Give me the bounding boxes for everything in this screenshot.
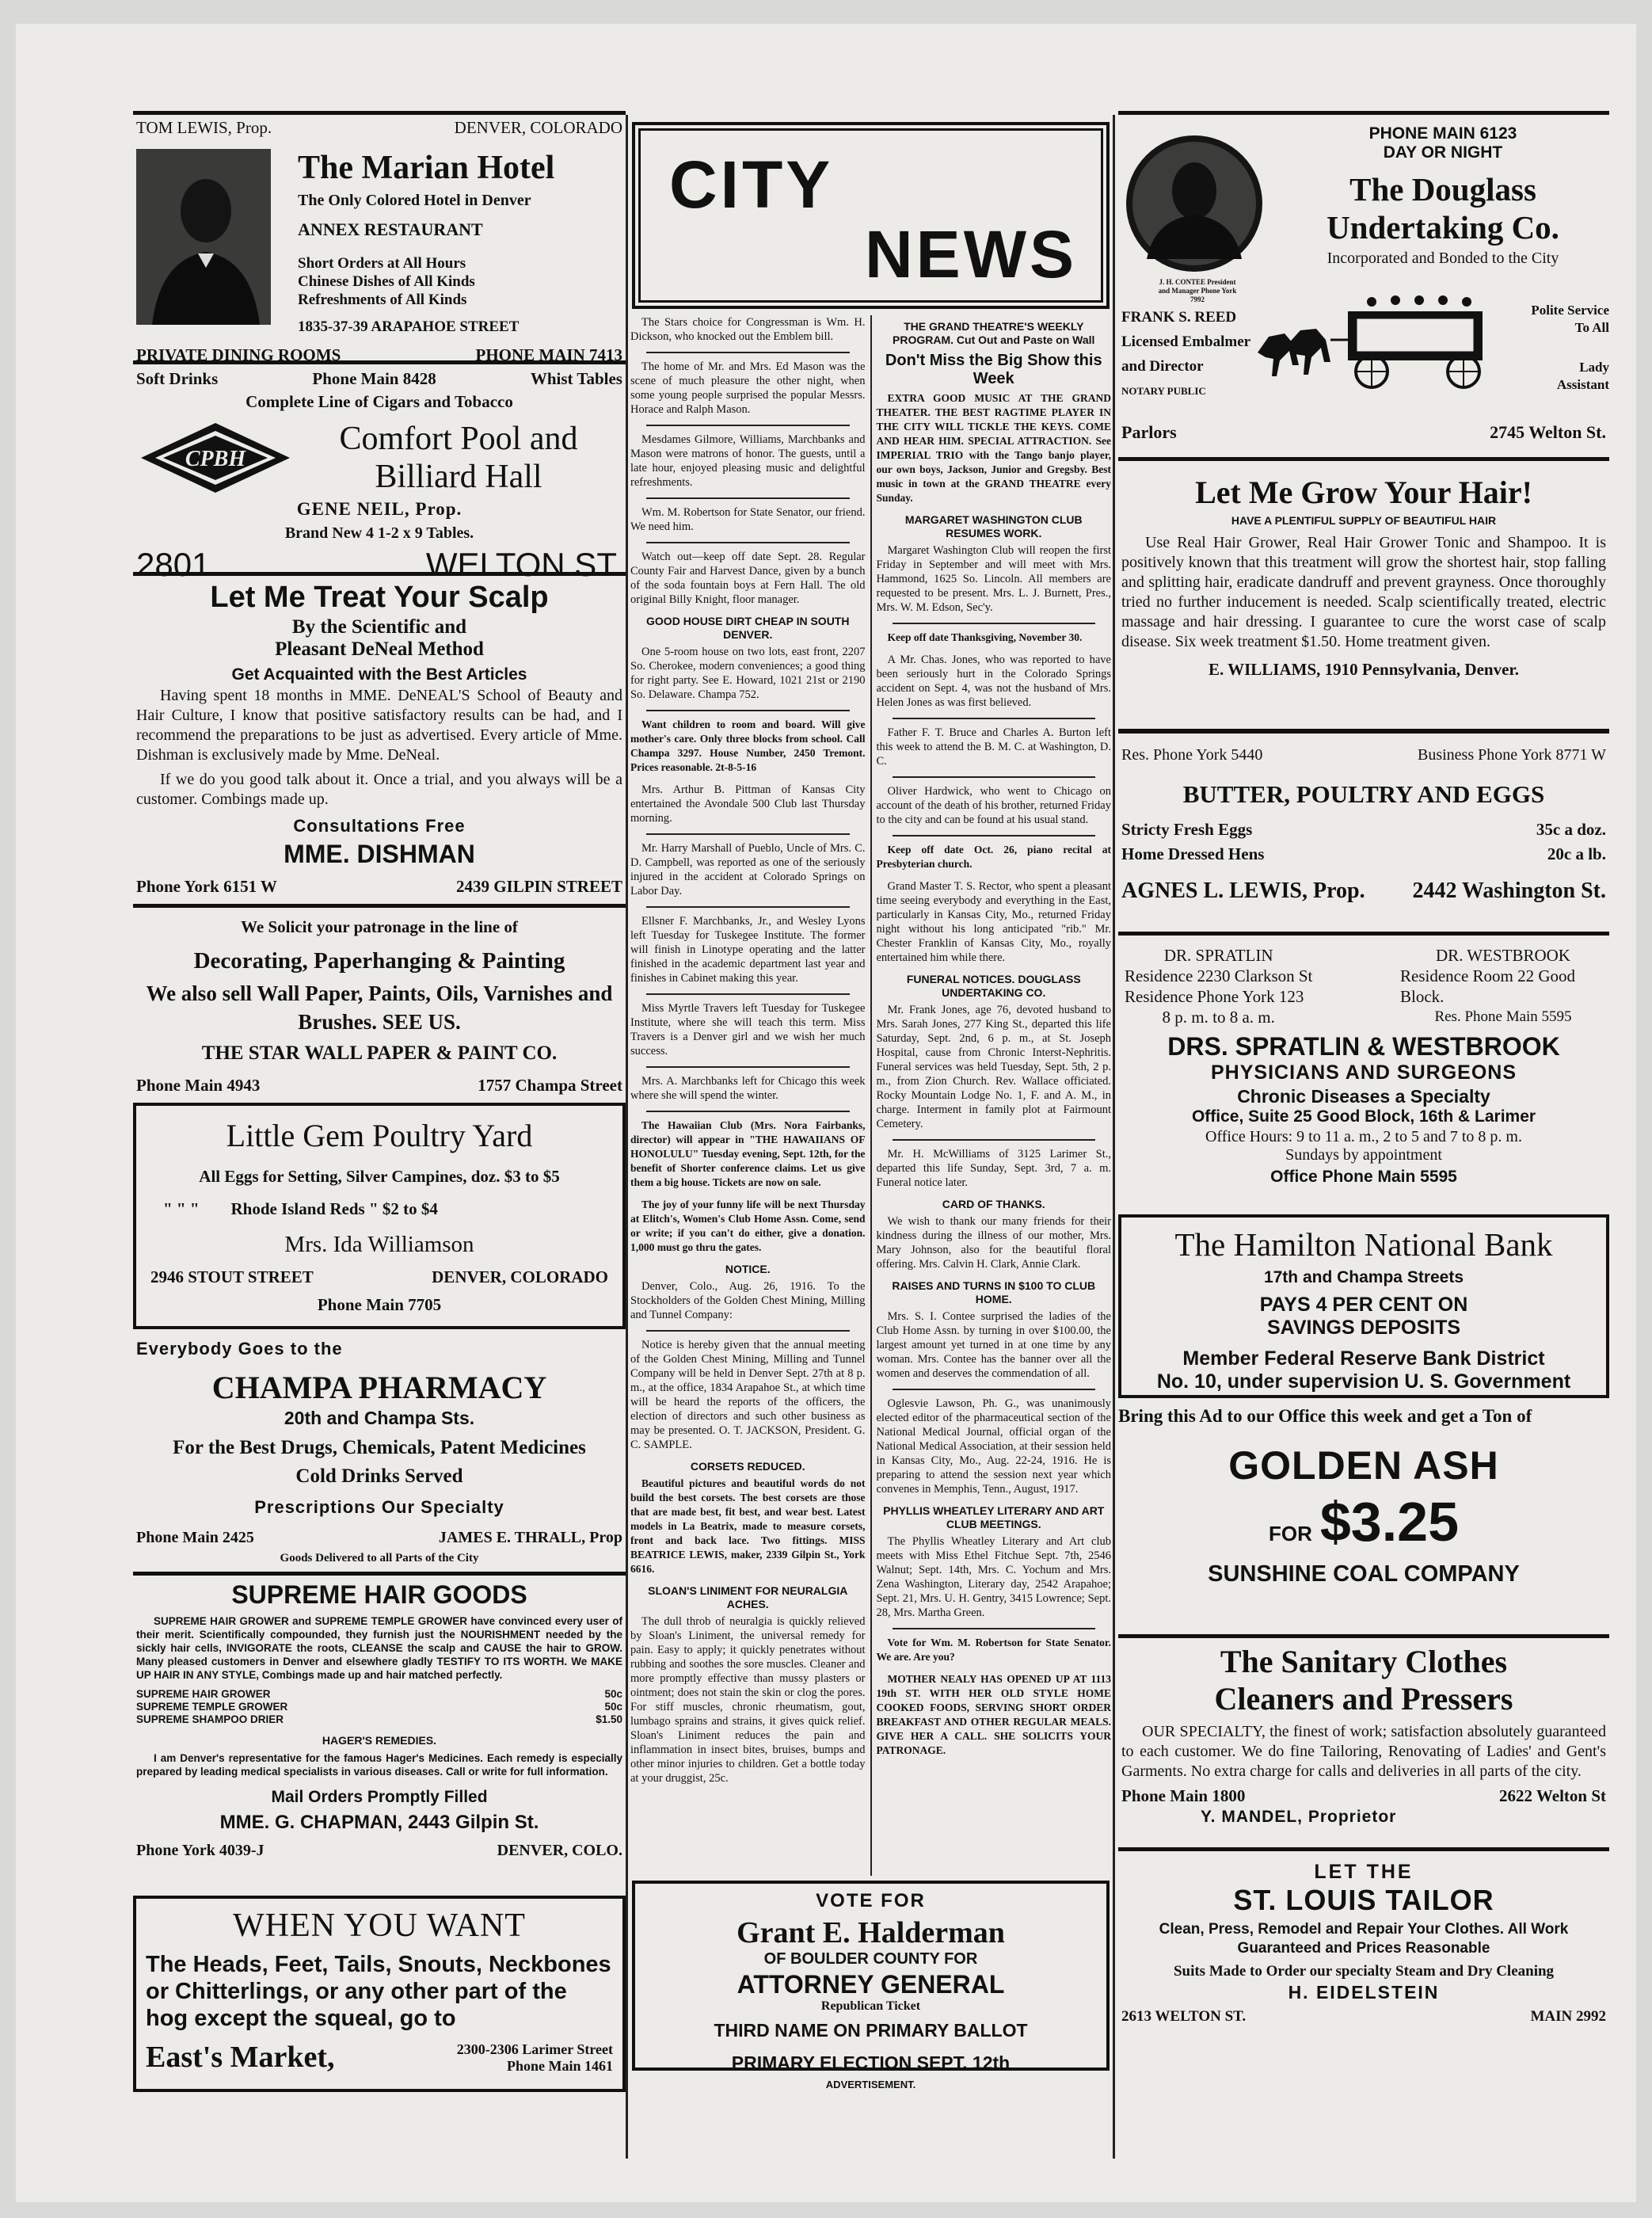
supreme-phone: Phone York 4039-J [136, 1842, 265, 1859]
scalp-body-2: If we do you good talk about it. Once a trial, and you always will be a customer. Combings made up. [136, 771, 622, 808]
supreme-item-3-price: $1.50 [596, 1713, 622, 1725]
coal-for: FOR [1268, 1522, 1312, 1545]
marian-phone: PHONE MAIN 7413 [475, 345, 622, 364]
supreme-name: MME. G. CHAPMAN, 2443 Gilpin St. [219, 1812, 539, 1833]
butter-item-2: Home Dressed Hens [1121, 844, 1265, 863]
news-divider [646, 542, 850, 543]
butter-title: BUTTER, POULTRY AND EGGS [1182, 780, 1545, 808]
bank-member: Member Federal Reserve Bank District [1182, 1347, 1545, 1370]
dr1-residence: Residence 2230 Clarkson St [1125, 966, 1313, 985]
tailor-address: 2613 WELTON ST. [1121, 2008, 1247, 2025]
news-item: Oliver Hardwick, who went to Chicago on account of the death of his brother, returned Friday to the city and can be found at his usual stand. [876, 785, 1111, 826]
news-item: Mrs. A. Marchbanks left for Chicago this week where she will spend the winter. [630, 1075, 866, 1102]
douglass-title-1: The Douglass [1349, 171, 1536, 208]
scalp-name: MME. DISHMAN [284, 840, 475, 868]
halderman-ticket: Republican Ticket [820, 1999, 921, 2013]
dr1-hours: 8 p. m. to 8 a. m. [1162, 1008, 1275, 1027]
marian-annex: ANNEX RESTAURANT [298, 219, 483, 239]
marian-title: The Marian Hotel [298, 150, 555, 186]
wallpaper-phone: Phone Main 4943 [136, 1076, 261, 1095]
news-divider [893, 776, 1096, 778]
scalp-title: Let Me Treat Your Scalp [210, 581, 549, 614]
poultry-city: DENVER, COLORADO [432, 1267, 608, 1286]
douglass-notary: NOTARY PUBLIC [1121, 385, 1206, 397]
douglass-lady: Lady Assistant [1556, 360, 1609, 392]
scalp-consult: Consultations Free [293, 816, 466, 836]
news-headline-big: Don't Miss the Big Show this Week [885, 352, 1102, 387]
poultry-yard-title: Little Gem Poultry Yard [226, 1118, 533, 1153]
supreme-item-2: SUPREME TEMPLE GROWER [136, 1701, 288, 1713]
douglass-title-2: Undertaking Co. [1327, 209, 1559, 246]
bank-pays: PAYS 4 PER CENT ON [1259, 1294, 1468, 1316]
marian-address: 1835-37-39 ARAPAHOE STREET [298, 318, 520, 335]
news-item: Margaret Washington Club will reopen the first Friday in September and will meet with Mrs. Hammond, 1625 So. Lincoln. All members are requested to be present. Mrs. L. J. Burnett, Pres., Mrs. W. M. Edson, Sec'y. [876, 544, 1111, 614]
pharmacy-specialty: Prescriptions Our Specialty [254, 1497, 504, 1517]
left-column [133, 111, 626, 2092]
tailor-let: LET THE [1314, 1861, 1414, 1883]
news-divider [646, 1066, 850, 1068]
douglass-embalmer: Licensed Embalmer [1121, 333, 1251, 350]
city-news-title-1: CITY [669, 147, 834, 222]
poultry-eggs-1: All Eggs for Setting, Silver Campines, doz. $3 to $5 [199, 1167, 560, 1186]
douglass-day: DAY OR NIGHT [1383, 143, 1503, 162]
doctors-phone: Office Phone Main 5595 [1270, 1168, 1457, 1186]
douglass-director: and Director [1121, 358, 1204, 375]
scalp-address: 2439 GILPIN STREET [455, 877, 622, 896]
newspaper-page [16, 24, 1636, 2202]
pharmacy-prop: JAMES E. THRALL, Prop [438, 1529, 622, 1546]
douglass-polite: Polite Service To All [1531, 303, 1609, 335]
pool-drinks: Soft Drinks [136, 369, 219, 388]
market-body: The Heads, Feet, Tails, Snouts, Neckbones or Chitterlings, or any other part of the hog except the squeal, go to [146, 1952, 611, 2031]
marian-subtitle: The Only Colored Hotel in Denver [298, 192, 531, 209]
butter-price-1: 35c a doz. [1536, 820, 1606, 839]
news-item: Mrs. Arthur B. Pittman of Kansas City entertained the Avondale 500 Club last Thursday morning. [630, 783, 866, 825]
supreme-title: SUPREME HAIR GOODS [231, 1580, 527, 1609]
grow-hair-ad [1118, 457, 1609, 722]
news-item: The joy of your funny life will be next Thursday at Elitch's, Women's Club Home Assn. Come, send or write; if you can't do either, give a donation. 1,000 must go thru the gates. [630, 1199, 866, 1253]
news-item: Notice is hereby given that the annual meeting of the Golden Chest Mining, Milling and Tunnel Company will be held in Denver Sept. 27th at 8 p. m., at the office, 1834 Arapahoe St., at which time will be heard the reports of the officers, the election of directors and such other business as may be presented. O. T. JACKSON, President. G. C. SAMPLE. [630, 1339, 866, 1451]
halderman-third: THIRD NAME ON PRIMARY BALLOT [714, 2020, 1028, 2041]
news-item: Denver, Colo., Aug. 26, 1916. To the Stockholders of the Golden Chest Mining, Milling and Tunnel Company: [630, 1280, 866, 1321]
marian-dining: PRIVATE DINING ROOMS [136, 345, 341, 364]
news-headline: NOTICE. [725, 1263, 771, 1275]
news-item: We wish to thank our many friends for their kindness during the illness of our mother, Mrs. Mary Johnson, also for the beautiful floral offering. Mrs. Calvin H. Clark, Annie Clark. [876, 1215, 1111, 1271]
butter-ad [1118, 729, 1609, 932]
butter-prop: AGNES L. LEWIS, Prop. [1121, 878, 1365, 903]
news-item: Ellsner F. Marchbanks, Jr., and Wesley Lyons left Tuesday for Tuskegee Institute. The former will finish in Linotype operating and the latter finished in the academic department last year and finishes in Cabinet making this year. [630, 915, 866, 985]
doctors-ad [1118, 932, 1609, 1205]
news-item: Father F. T. Bruce and Charles A. Burton left this week to attend the B. M. C. at Washington, D. C. [876, 726, 1111, 768]
news-item: Watch out—keep off date Sept. 28. Regular County Fair and Harvest Dance, given by a bunch of the soda fountain boys at Fern Hall. The old original Billy Knight, floor manager. [630, 551, 866, 606]
supreme-city: DENVER, COLO. [497, 1842, 622, 1859]
scalp-phone: Phone York 6151 W [136, 877, 277, 896]
news-item: A Mr. Chas. Jones, who was reported to have been seriously hurt in the Colorado Springs accident on Sept. 4, was not the husband of Mrs. Helen Jones as was first believed. [876, 654, 1111, 709]
contee-photo [1123, 132, 1266, 275]
pharmacy-delivered: Goods Delivered to all Parts of the City [280, 1552, 479, 1564]
pool-title-1: Comfort Pool and [339, 421, 578, 457]
news-item: Mr. H. McWilliams of 3125 Larimer St., departed this life Sunday, Sept. 3rd, 7 a. m. Funeral notice later. [876, 1148, 1111, 1189]
news-item: The Phyllis Wheatley Literary and Art club meets with Miss Ethel Fitchue Sept. 7th, 2546 Walnut; Sept. 14th, Mrs. C. Yochum and Mrs. Zena Washington, Literary day, 2542 Arapahoe; Sept. 21, Mrs. U. H. Gentry, 3415 Lowrence; Sept. 28, Mrs. Martha Green. [876, 1535, 1111, 1619]
butter-item-1: Stricty Fresh Eggs [1121, 820, 1253, 839]
halderman-adv: ADVERTISEMENT. [825, 2079, 916, 2090]
tailor-phone: MAIN 2992 [1530, 2008, 1606, 2025]
news-column-left [630, 315, 872, 1876]
scalp-by-2: Pleasant DeNeal Method [275, 638, 484, 660]
wallpaper-solicit: We Solicit your patronage in the line of [241, 917, 518, 936]
supreme-item-1-price: 50c [604, 1688, 622, 1700]
doctors-specialty: Chronic Diseases a Specialty [1237, 1086, 1490, 1107]
douglass-parlors: Parlors [1121, 422, 1177, 442]
news-divider [893, 623, 1096, 624]
news-headline: FUNERAL NOTICES. DOUGLASS UNDERTAKING CO. [906, 973, 1081, 999]
news-item: Miss Myrtle Travers left Tuesday for Tuskegee Institute, where she will teach this term. Miss Travers is a Denver girl and we wish her much success. [630, 1002, 866, 1058]
news-item: Keep off date Thanksgiving, November 30. [887, 631, 1083, 643]
doctors-hours: Office Hours: 9 to 11 a. m., 2 to 5 and 7 to 8 p. m. [1205, 1128, 1522, 1145]
cpbh-logo [136, 418, 295, 497]
news-headline: MARGARET WASHINGTON CLUB RESUMES WORK. [904, 513, 1083, 539]
news-item: Mesdames Gilmore, Williams, Marchbanks and Mason were matrons of honor. The guests, until a late hour, enjoyed pleasing music and delightful refreshments. [630, 433, 866, 489]
bank-title: The Hamilton National Bank [1174, 1226, 1553, 1263]
news-divider [893, 1389, 1096, 1390]
dr1-name: DR. SPRATLIN [1163, 946, 1273, 965]
dr2-name: DR. WESTBROOK [1436, 946, 1570, 965]
coal-price: $3.25 [1319, 1491, 1460, 1553]
center-column [630, 122, 1111, 2090]
news-item: EXTRA GOOD MUSIC AT THE GRAND THEATER. THE BEST RAGTIME PLAYER IN THE CITY WILL TICKLE THE KEYS. COME AND HEAR HIM. SPECIAL ATTRACTION. See IMPERIAL TRIO with the Tango banjo player, our own boys, Jackson, Junior and Gregsby. Best music in town at the GRAND THEATRE every Sunday. [876, 392, 1111, 504]
supreme-item-2-price: 50c [604, 1701, 622, 1713]
douglass-address: 2745 Welton St. [1490, 422, 1606, 442]
coal-golden: GOLDEN ASH [1228, 1443, 1499, 1488]
pool-phone: Phone Main 8428 [312, 369, 436, 388]
cleaners-phone: Phone Main 1800 [1121, 1786, 1246, 1805]
pool-tables: Brand New 4 1-2 x 9 Tables. [284, 524, 474, 542]
marian-line-3: Refreshments of All Kinds [298, 292, 467, 308]
market-address: 2300-2306 Larimer Street [456, 2041, 613, 2057]
city-news-title-2: NEWS [865, 217, 1077, 292]
tailor-line-1: Clean, Press, Remodel and Repair Your Clothes. All Work Guaranteed and Prices Reasonable [1159, 1921, 1569, 1957]
poultry-eggs-2: Rhode Island Reds " $2 to $4 [230, 1199, 438, 1218]
butter-res-phone: Res. Phone York 5440 [1121, 746, 1263, 764]
cleaners-body: OUR SPECIALTY, the finest of work; satisfaction absolutely guaranteed to each customer. We do fine Tailoring, Renovating of Ladies' and Gent's Garments. No extra charge for calls and deliveries in all parts of the city. [1121, 1723, 1606, 1780]
column-rule-1 [626, 115, 628, 2159]
news-headline: CORSETS REDUCED. [690, 1460, 805, 1473]
news-column-right [877, 315, 1112, 1876]
coal-bring: Bring this Ad to our Office this week and get a Ton of [1118, 1406, 1532, 1426]
halderman-name: Grant E. Halderman [737, 1916, 1005, 1949]
hager-title: HAGER'S REMEDIES. [322, 1734, 437, 1747]
hair-body: Use Real Hair Grower, Real Hair Grower Tonic and Shampoo. It is positively known that this treatment will grow the shortest hair, stop falling and splitting hair, eradicate dandruff and prevent grayness. Once thoroughly tried no further inducement is needed. Scalp scientifically treated, electric massage and hair dressing. I guarantee to cure the worst case of scalp disease. Six week treatment $1.50. Home treatment given. [1121, 534, 1606, 650]
easts-market-ad [133, 1896, 626, 2092]
douglass-reed: FRANK S. REED [1121, 309, 1237, 326]
hair-signature: E. WILLIAMS, 1910 Pennsylvania, Denver. [1208, 660, 1520, 679]
pharmacy-location: 20th and Champa Sts. [284, 1408, 475, 1428]
news-divider [646, 993, 850, 995]
wallpaper-address: 1757 Champa Street [478, 1076, 622, 1095]
pharmacy-everybody: Everybody Goes to the [136, 1339, 343, 1359]
pharmacy-line-2: Cold Drinks Served [295, 1465, 463, 1487]
supreme-body: SUPREME HAIR GROWER and SUPREME TEMPLE GROWER have convinced every user of their merit. Scientifically compounded, they furnish just the NOURISHMENT needed by the sickly hair cells, INVIGORATE the roots, CLEANSE the scalp and CAUSE the hair to GROW. Many pleased customers in Denver and elsewhere gladly TESTIFY TO ITS WORTH. We MAKE UP HAIR IN ANY STYLE, Combings made up and hair matched perfectly. [136, 1615, 622, 1681]
market-phone: Phone Main 1461 [506, 2058, 613, 2074]
news-item: Grand Master T. S. Rector, who spent a pleasant time seeing everybody and everything in the East, particularly in Kansas City, Mo., returned Friday night without his long anticipated "rib." Mr. Chester Franklin of Kansas City, Mo., royally entertained him while there. [876, 880, 1111, 964]
news-divider [646, 833, 850, 835]
butter-price-2: 20c a lb. [1547, 844, 1606, 863]
cleaners-title-2: Cleaners and Pressers [1214, 1681, 1513, 1717]
news-divider [893, 1139, 1096, 1141]
news-headline: THE GRAND THEATRE'S WEEKLY PROGRAM. Cut Out and Paste on Wall [893, 320, 1095, 346]
news-divider [646, 1330, 850, 1332]
douglass-ad [1118, 111, 1609, 457]
dr2-residence: Residence Room 22 Good Block. [1400, 966, 1576, 1006]
news-item: MOTHER NEALY HAS OPENED UP AT 1113 19th ST. WITH HER OLD STYLE HOME COOKED FOODS, SERVING SHORT ORDER BREAKFAST AND OTHER REGULAR MEALS. GIVE HER A CALL. SHE SOLICITS YOUR PATRONAGE. [876, 1673, 1111, 1756]
news-headline: PHYLLIS WHEATLEY LITERARY AND ART CLUB MEETINGS. [883, 1504, 1105, 1530]
news-divider [646, 425, 850, 426]
halderman-vote: VOTE FOR [816, 1890, 926, 1911]
wallpaper-ad [133, 904, 626, 1096]
hair-sub: HAVE A PLENTIFUL SUPPLY OF BEAUTIFUL HAIR [1231, 514, 1497, 527]
market-title: WHEN YOU WANT [233, 1907, 526, 1944]
pool-whist: Whist Tables [530, 369, 622, 388]
news-item: One 5-room house on two lots, east front, 2207 So. Cherokee, modern conveniences; a good thing for right party. See E. Howard, 1021 21st or 2190 So. Delaware. Champa 752. [630, 646, 866, 701]
contee-caption: J. H. CONTEE President and Manager Phone York 7992 [1158, 278, 1237, 303]
bank-savings: SAVINGS DEPOSITS [1266, 1317, 1461, 1339]
news-divider [646, 710, 850, 711]
news-headline: GOOD HOUSE DIRT CHEAP IN SOUTH DENVER. [646, 615, 850, 641]
news-item: Want children to room and board. Will give mother's care. Only three blocks from school. Call Champa 3297. House Number, 2450 Tremont. Prices reasonable. 2t-8-5-16 [630, 718, 866, 773]
news-divider [646, 906, 850, 908]
poultry-address: 2946 STOUT STREET [150, 1267, 314, 1286]
city-news-columns [630, 315, 1111, 1876]
poultry-yard-ad [133, 1103, 626, 1329]
cleaners-address: 2622 Welton St [1499, 1786, 1606, 1805]
hearse-illustration [1253, 289, 1498, 392]
news-headline: CARD OF THANKS. [942, 1198, 1045, 1210]
poultry-phone: Phone Main 7705 [317, 1295, 442, 1314]
pool-title-2: Billiard Hall [375, 459, 542, 495]
news-divider [893, 1628, 1096, 1629]
news-divider [646, 497, 850, 499]
supreme-mail: Mail Orders Promptly Filled [271, 1788, 488, 1806]
column-rule-2 [1113, 115, 1115, 2159]
news-item: Oglesvie Lawson, Ph. G., was unanimously elected editor of the pharmaceutical section of the National Medical Journal, official organ of the National Medical Association, at their session held in Kansas City, Mo., Aug. 22-24, 1916. He is preparing to attend the session next year which convenes in Memphis, Tenn., August, 1917. [876, 1397, 1111, 1496]
proprietor-photo [136, 149, 271, 325]
news-item: Keep off date Oct. 26, piano recital at Presbyterian church. [876, 844, 1111, 870]
pharmacy-line-1: For the Best Drugs, Chemicals, Patent Medicines [173, 1437, 586, 1458]
cleaners-title-1: The Sanitary Clothes [1220, 1644, 1508, 1679]
marian-prop: TOM LEWIS, Prop. [136, 118, 272, 137]
pool-num: 2801 [136, 546, 211, 583]
wallpaper-line-1: Decorating, Paperhanging & Painting [193, 948, 565, 974]
news-item: The home of Mr. and Mrs. Ed Mason was the scene of much pleasure the other night, when some young people surprised the popular Messrs. Horace and Ralph Mason. [630, 360, 866, 416]
halderman-county: OF BOULDER COUNTY FOR [763, 1950, 978, 1968]
marian-line-1: Short Orders at All Hours [298, 255, 466, 272]
scalp-acquainted: Get Acquainted with the Best Articles [231, 665, 527, 684]
marian-hotel-ad [133, 111, 626, 364]
dr1-phone: Residence Phone York 123 [1125, 987, 1304, 1006]
doctors-sundays: Sundays by appointment [1285, 1146, 1442, 1164]
poultry-name: Mrs. Ida Williamson [284, 1232, 474, 1257]
news-item: The dull throb of neuralgia is quickly relieved by Sloan's Liniment, the universal remedy for pain. Easy to apply; it quickly penetrates without rubbing and soothes the sore muscles. Cleaner and more promptly effective than mussy plasters or ointment; does not stain the skin or clog the pores. For stiff muscles, chronic rheumatism, gout, lumbago sprains and strains, it gives quick relief. Sloan's Liniment reduces the pain and inflammation in insect bites, bruises, bumps and other minor injuries to children. Get a bottle today at your druggist, 25c. [630, 1615, 866, 1785]
butter-bus-phone: Business Phone York 8771 W [1418, 746, 1606, 764]
news-headline: RAISES AND TURNS IN $100 TO CLUB HOME. [892, 1279, 1096, 1305]
news-item: Wm. M. Robertson for State Senator, our friend. We need him. [630, 506, 866, 533]
pharmacy-ad [133, 1336, 626, 1572]
douglass-phone: PHONE MAIN 6123 [1368, 124, 1517, 143]
bank-no10: No. 10, under supervision U. S. Government [1156, 1370, 1571, 1393]
pool-street: WELTON ST. [425, 546, 622, 583]
right-column [1118, 111, 1609, 2045]
news-divider [893, 718, 1096, 719]
bank-ad [1118, 1214, 1609, 1398]
cleaners-prop: Y. MANDEL, Proprietor [1201, 1808, 1397, 1826]
news-divider [893, 835, 1096, 837]
poultry-eggs-2-ditto: " " " [163, 1199, 200, 1218]
news-divider [646, 1111, 850, 1112]
bank-location: 17th and Champa Streets [1263, 1268, 1464, 1286]
cpbh-logo-text: CPBH [185, 447, 246, 471]
tailor-name: H. EIDELSTEIN [1288, 1982, 1440, 2003]
news-item: Vote for Wm. M. Robertson for State Senator. We are. Are you? [876, 1637, 1111, 1663]
doctors-title: DRS. SPRATLIN & WESTBROOK [1167, 1032, 1560, 1061]
coal-company: SUNSHINE COAL COMPANY [1208, 1561, 1520, 1587]
scalp-ad [133, 572, 626, 904]
hair-title: Let Me Grow Your Hair! [1195, 474, 1532, 510]
scalp-by-1: By the Scientific and [291, 616, 467, 638]
hager-body: I am Denver's representative for the famous Hager's Medicines. Each remedy is especially prepared by leading medical specialists in various diseases. Call or write for full information. [136, 1752, 622, 1778]
news-item: The Stars choice for Congressman is Wm. H. Dickson, who knocked out the Emblem bill. [630, 316, 866, 343]
halderman-office: ATTORNEY GENERAL [737, 1970, 1005, 1999]
butter-address: 2442 Washington St. [1412, 878, 1606, 903]
news-item: Mrs. S. I. Contee surprised the ladies of the Club Home Assn. by turning in over $100.00, the largest amount yet turned in at one time by any woman. Mrs. Contee has the banner over all the women and deserves the commendation of all. [876, 1310, 1111, 1380]
doctors-sub: PHYSICIANS AND SURGEONS [1210, 1061, 1517, 1084]
news-item: The Hawaiian Club (Mrs. Nora Fairbanks, director) will appear in "THE HAWAIIANS OF HONOLULU" Tuesday evening, Sept. 12th, for the benefit of Shorter conference claims. Let us give them a big house. Tickets are now on sale. [630, 1119, 866, 1188]
halderman-ad [632, 1881, 1110, 2090]
coal-ad [1118, 1404, 1609, 1634]
news-item: Mr. Harry Marshall of Pueblo, Uncle of Mrs. C. D. Campbell, was reported as one of the seriously injured in the accident at Colorado Springs on Labor Day. [630, 842, 866, 897]
halderman-primary: PRIMARY ELECTION SEPT. 12th [731, 2052, 1011, 2073]
tailor-ad [1118, 1847, 1609, 2045]
wallpaper-line-2: We also sell Wall Paper, Paints, Oils, Varnishes and Brushes. SEE US. [146, 981, 613, 1034]
tailor-line-2: Suits Made to Order our specialty Steam and Dry Cleaning [1173, 1963, 1555, 1980]
pharmacy-title: CHAMPA PHARMACY [211, 1370, 547, 1405]
dr2-phone: Res. Phone Main 5595 [1434, 1008, 1572, 1025]
market-name: East's Market, [146, 2041, 335, 2074]
pool-hall-ad [133, 360, 626, 583]
pool-prop: GENE NEIL, Prop. [296, 499, 462, 519]
doctors-office: Office, Suite 25 Good Block, 16th & Larimer [1191, 1107, 1536, 1126]
pharmacy-phone: Phone Main 2425 [136, 1529, 254, 1546]
news-item: Beautiful pictures and beautiful words do not build the best corsets. The best corsets are those that are made best, fit best, and wear best. Latest models in La Beatrix, made to measure corsets, front and back lace. Two fittings. MISS BEATRICE LEWIS, maker, 2339 Gilpin St., York 6616. [630, 1477, 866, 1575]
news-headline: SLOAN'S LINIMENT FOR NEURALGIA ACHES. [648, 1584, 848, 1610]
city-news-banner [632, 122, 1110, 309]
supreme-item-1: SUPREME HAIR GROWER [136, 1688, 271, 1700]
marian-city: DENVER, COLORADO [454, 118, 622, 137]
news-item: Mr. Frank Jones, age 76, devoted husband to Mrs. Sarah Jones, 277 King St., departed this life Saturday, Sept. 2nd, 6 p. m., at St. Joseph Hospital, cause from Chronic Interst-Nephritis. Funeral services was held Tuesday, Sept. 5th, 2 p. m., from Zion Church. Rev. Wallace officiated. Rocky Mountain Lodge No. 1, F. and A. M., in charge. Interment in family plot at Fairmount Cemetery. [876, 1004, 1111, 1130]
news-divider [646, 352, 850, 353]
scalp-body: Having spent 18 months in MME. DeNEAL'S School of Beauty and Hair Culture, I know that positive satisfactory results can be had, and I recommend the preparations to be just as advertised. Every article of Mme. Dishman is exclusively made by Mme. DeNeal. [136, 687, 622, 764]
tailor-title: ST. LOUIS TAILOR [1233, 1884, 1494, 1916]
supreme-item-3: SUPREME SHAMPOO DRIER [136, 1713, 284, 1725]
wallpaper-company: THE STAR WALL PAPER & PAINT CO. [201, 1042, 558, 1064]
douglass-inc: Incorporated and Bonded to the City [1327, 250, 1559, 267]
supreme-hair-ad [133, 1572, 626, 1894]
marian-line-2: Chinese Dishes of All Kinds [298, 273, 475, 290]
cleaners-ad [1118, 1634, 1609, 1847]
pool-cigars: Complete Line of Cigars and Tobacco [246, 392, 513, 411]
